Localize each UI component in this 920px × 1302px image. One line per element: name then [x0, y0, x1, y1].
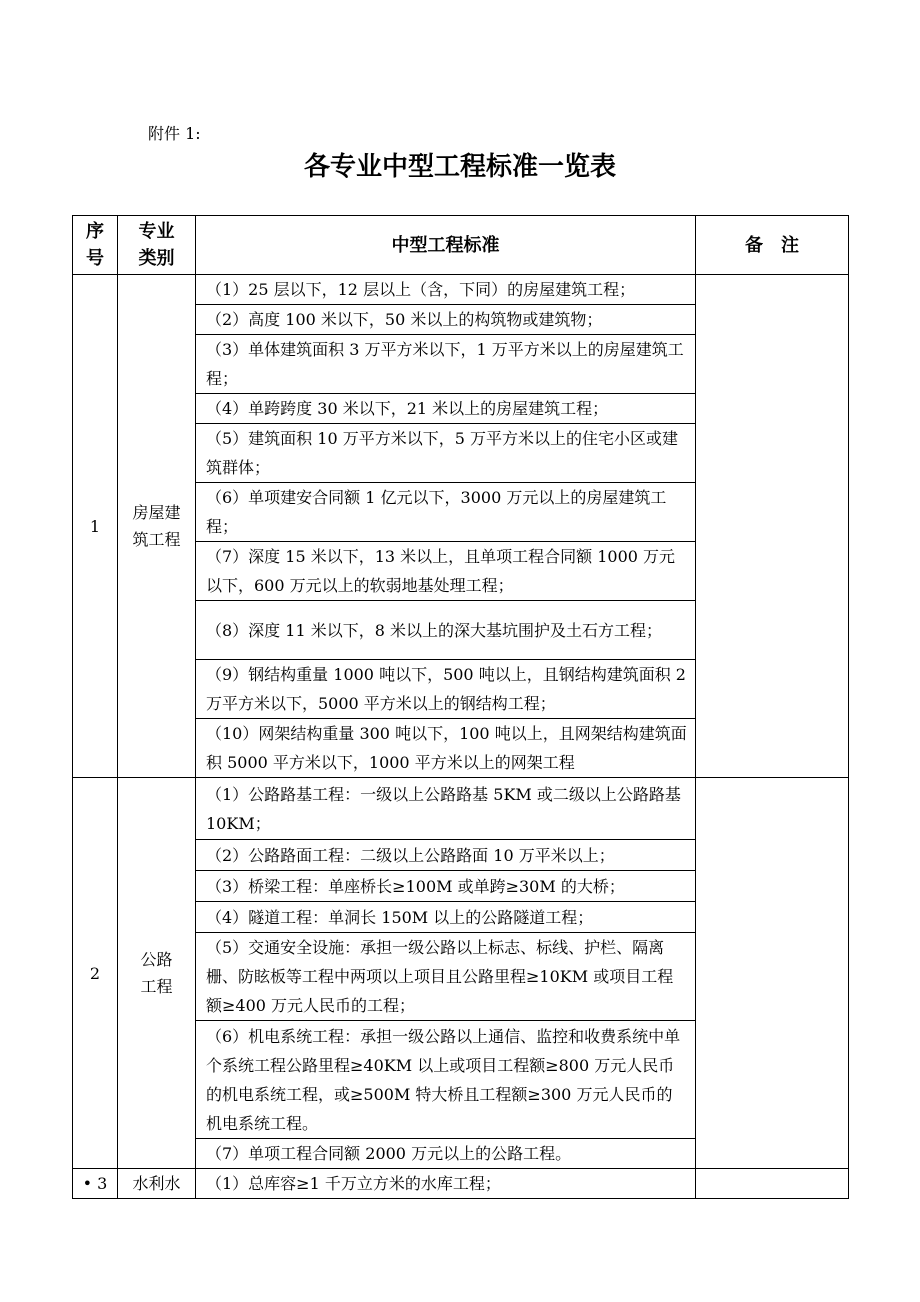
- standards-table: [72, 215, 849, 1199]
- section-category: 水利水: [118, 1169, 196, 1199]
- section-no: • 3: [73, 1169, 118, 1199]
- header-remarks: 备 注: [696, 216, 849, 275]
- standard-item: （2）公路路面工程：二级以上公路路面 10 万平米以上；: [196, 840, 696, 871]
- remarks-cell: [696, 1169, 849, 1199]
- standard-item: （1）公路路基工程：一级以上公路路基 5KM 或二级以上公路路基 10KM；: [196, 778, 696, 840]
- standard-item: （5）建筑面积 10 万平方米以下，5 万平方米以上的住宅小区或建筑群体；: [196, 424, 696, 483]
- section-no: 1: [73, 275, 118, 778]
- standard-item: （4）隧道工程：单洞长 150M 以上的公路隧道工程；: [196, 902, 696, 933]
- remarks-cell: [696, 778, 849, 1169]
- header-standard: 中型工程标准: [196, 216, 696, 275]
- standard-item: （6）单项建安合同额 1 亿元以下，3000 万元以上的房屋建筑工程；: [196, 483, 696, 542]
- section-category: 公路 工程: [118, 778, 196, 1169]
- standard-item: （5）交通安全设施：承担一级公路以上标志、标线、护栏、隔离栅、防眩板等工程中两项以上项目且公路里程≥10KM 或项目工程额≥400 万元人民币的工程；: [196, 933, 696, 1021]
- table-row: [73, 275, 849, 305]
- standard-item: （7）深度 15 米以下，13 米以上，且单项工程合同额 1000 万元以下，600 万元以上的软弱地基处理工程；: [196, 542, 696, 601]
- standard-item: （1）总库容≥1 千万立方米的水库工程；: [196, 1169, 696, 1199]
- standard-item: （8）深度 11 米以下，8 米以上的深大基坑围护及土石方工程；: [196, 601, 696, 660]
- section-category: 房屋建 筑工程: [118, 275, 196, 778]
- standard-item: （3）单体建筑面积 3 万平方米以下，1 万平方米以上的房屋建筑工程；: [196, 335, 696, 394]
- standard-item: （4）单跨跨度 30 米以下，21 米以上的房屋建筑工程；: [196, 394, 696, 424]
- standard-item: （2）高度 100 米以下，50 米以上的构筑物或建筑物；: [196, 305, 696, 335]
- header-no: 序 号: [73, 216, 118, 275]
- standard-item: （3）桥梁工程：单座桥长≥100M 或单跨≥30M 的大桥；: [196, 871, 696, 902]
- attachment-label: 附件 1:: [148, 124, 201, 143]
- standard-item: （1）25 层以下，12 层以上（含，下同）的房屋建筑工程；: [196, 275, 696, 305]
- section-no: 2: [73, 778, 118, 1169]
- table-row: [73, 1169, 849, 1199]
- standard-item: （7）单项工程合同额 2000 万元以上的公路工程。: [196, 1139, 696, 1169]
- page-title: 各专业中型工程标准一览表: [303, 152, 616, 182]
- standard-item: （9）钢结构重量 1000 吨以下，500 吨以上，且钢结构建筑面积 2 万平方米以下，5000 平方米以上的钢结构工程；: [196, 660, 696, 719]
- header-category: 专业 类别: [118, 216, 196, 275]
- standard-item: （6）机电系统工程：承担一级公路以上通信、监控和收费系统中单个系统工程公路里程≥40KM 以上或项目工程额≥800 万元人民币的机电系统工程，或≥500M 特大桥且工程额≥300 万元人民币的机电系统工程。: [196, 1021, 696, 1139]
- remarks-cell: [696, 275, 849, 778]
- table-row: [73, 778, 849, 840]
- header-row: [73, 216, 849, 275]
- standard-item: （10）网架结构重量 300 吨以下，100 吨以上，且网架结构建筑面积 5000 平方米以下，1000 平方米以上的网架工程: [196, 719, 696, 778]
